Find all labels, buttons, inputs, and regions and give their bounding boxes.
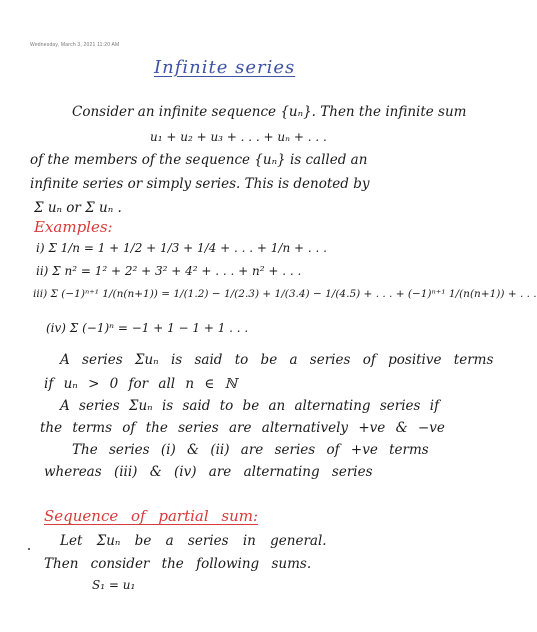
definition-line-3: of the members of the sequence {uₙ} is called an: [30, 152, 368, 168]
example-item-2: ii) Σ n² = 1² + 2² + 3² + 4² + . . . + n² + . . .: [36, 264, 302, 278]
classification-line-1: The series (i) & (ii) are series of +ve terms: [72, 442, 429, 458]
ink-dot: [28, 548, 30, 550]
positive-series-line-1: A series Σuₙ is said to be a series of positive terms: [60, 352, 494, 368]
partial-sum-heading: Sequence of partial sum:: [44, 507, 259, 525]
partial-sum-line-3: S₁ = u₁: [92, 578, 136, 592]
alternating-series-line-1: A series Σuₙ is said to be an alternating series if: [60, 398, 440, 414]
examples-heading: Examples:: [34, 218, 113, 236]
example-item-3: iii) Σ (−1)ⁿ⁺¹ 1/(n(n+1)) = 1/(1.2) − 1/(2.3) + 1/(3.4) − 1/(4.5) + . . . + (−1)ⁿ⁺¹ 1/(n(n+1)) + . . .: [33, 288, 537, 300]
classification-line-2: whereas (iii) & (iv) are alternating series: [44, 464, 373, 480]
alternating-series-line-2: the terms of the series are alternatively +ve & −ve: [40, 420, 445, 436]
definition-line-1: Consider an infinite sequence {uₙ}. Then the infinite sum: [72, 104, 467, 120]
partial-sum-line-1: Let Σuₙ be a series in general.: [60, 533, 327, 549]
note-timestamp: Wednesday, March 3, 2021 11:20 AM: [30, 42, 120, 48]
definition-line-4: infinite series or simply series. This is denoted by: [30, 176, 370, 192]
positive-series-line-2: if uₙ > 0 for all n ∈ ℕ: [44, 376, 237, 392]
page-title: Infinite series: [154, 57, 296, 78]
example-item-1: i) Σ 1/n = 1 + 1/2 + 1/3 + 1/4 + . . . + 1/n + . . .: [36, 241, 327, 255]
definition-line-2: u₁ + u₂ + u₃ + . . . + uₙ + . . .: [150, 130, 327, 144]
partial-sum-line-2: Then consider the following sums.: [44, 556, 312, 572]
example-item-4: (iv) Σ (−1)ⁿ = −1 + 1 − 1 + 1 . . .: [46, 321, 249, 335]
definition-line-5: Σ uₙ or Σ uₙ .: [34, 200, 122, 216]
